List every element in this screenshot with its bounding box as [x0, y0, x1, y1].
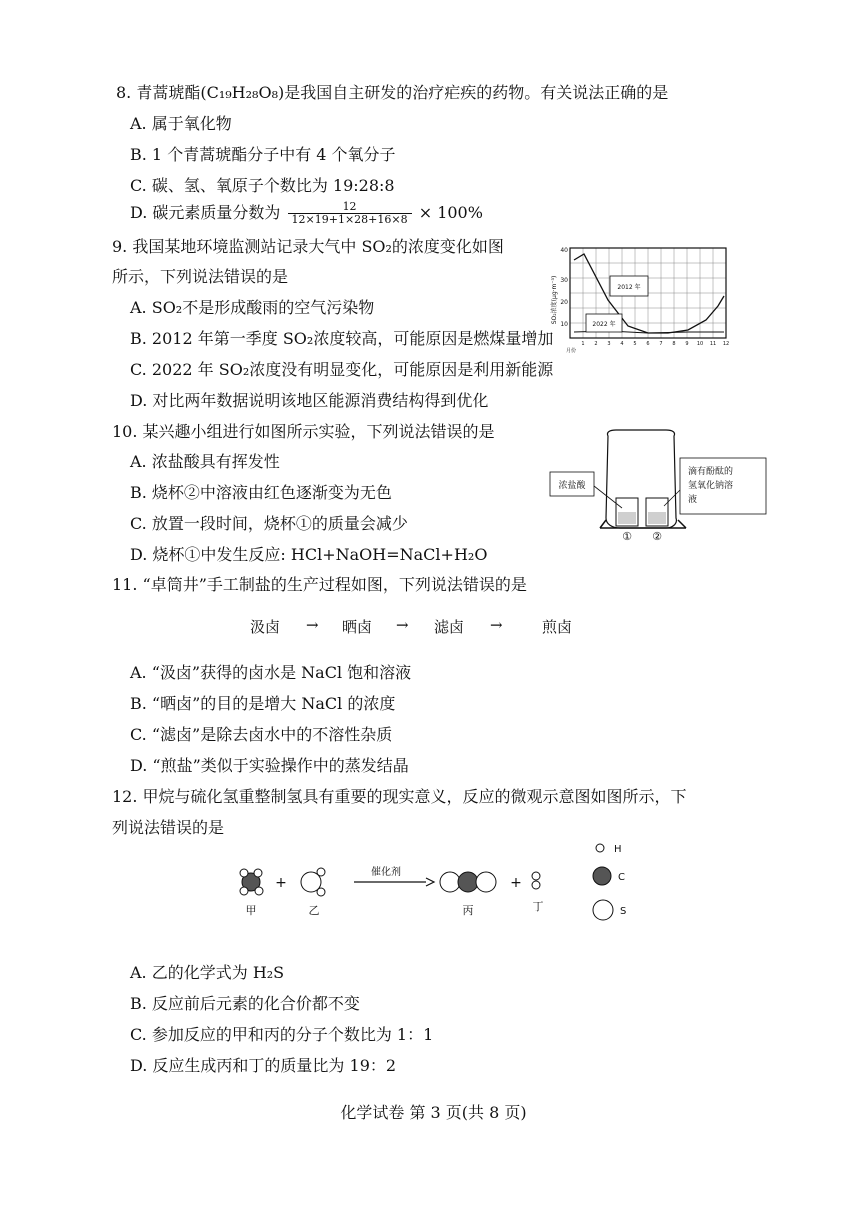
- label-jia: 甲: [245, 904, 257, 917]
- q8-option-d-prefix: D. 碳元素质量分数为: [130, 203, 281, 222]
- x-tick: 8: [672, 341, 676, 347]
- x-tick: 2: [594, 341, 598, 347]
- q12-stem-line2: 列说法错误的是: [112, 818, 225, 837]
- q9-option-c: C. 2022 年 SO₂浓度没有明显变化，可能原因是利用新能源: [130, 360, 554, 379]
- x-tick: 7: [659, 341, 663, 347]
- q8-option-c: C. 碳、氢、氧原子个数比为 19:28:8: [130, 176, 395, 195]
- y-tick: 20: [560, 299, 568, 306]
- legend-s-label: S: [620, 906, 627, 917]
- q10-option-a: A. 浓盐酸具有挥发性: [130, 452, 280, 471]
- h2-molecule: [532, 872, 540, 889]
- beaker-2-label: ②: [652, 530, 662, 543]
- x-tick: 12: [722, 341, 730, 347]
- y-axis-ticks: [560, 247, 568, 328]
- q11-option-a: A. “汲卤”获得的卤水是 NaCl 饱和溶液: [130, 663, 412, 682]
- mass-fraction: [288, 201, 412, 226]
- q12-stem-line1: 12. 甲烷与硫化氢重整制氢具有重要的现实意义，反应的微观示意图如图所示，下: [112, 787, 687, 806]
- x-tick: 10: [696, 341, 704, 347]
- label-2022: 2022 年: [592, 321, 616, 328]
- y-axis-label: SO₂浓度(μg·m⁻³): [551, 275, 558, 325]
- q12-option-d: D. 反应生成丙和丁的质量比为 19：2: [130, 1056, 397, 1075]
- q9-option-b: B. 2012 年第一季度 SO₂浓度较高，可能原因是燃煤量增加: [130, 329, 554, 348]
- legend-h-atom: [596, 844, 604, 852]
- label-ding: 丁: [532, 900, 544, 913]
- label-conc-hcl: 浓盐酸: [558, 481, 586, 491]
- x-axis-label: 月份: [566, 348, 577, 354]
- legend-h-label: H: [614, 844, 622, 855]
- y-tick: 30: [560, 277, 568, 284]
- methane-molecule: [240, 869, 263, 895]
- q10-stem: 10. 某兴趣小组进行如图所示实验，下列说法错误的是: [112, 422, 495, 441]
- x-tick: 5: [633, 341, 637, 347]
- y-tick: 40: [560, 247, 568, 254]
- x-tick: 4: [620, 341, 624, 347]
- catalyst-label: 催化剂: [371, 867, 401, 878]
- q8-option-a: A. 属于氧化物: [130, 114, 232, 133]
- label-bing: 丙: [462, 904, 474, 917]
- h2s-molecule: [301, 868, 325, 896]
- fraction-numerator: 12: [342, 200, 357, 213]
- q8-option-b: B. 1 个青蒿琥酯分子中有 4 个氧分子: [130, 145, 396, 164]
- legend-c-atom: [593, 867, 611, 885]
- cs2-molecule: [440, 872, 496, 892]
- q11-option-c: C. “滤卤”是除去卤水中的不溶性杂质: [130, 725, 393, 744]
- q9-stem-line2: 所示，下列说法错误的是: [112, 267, 289, 286]
- flow-step-1: 汲卤: [250, 618, 281, 636]
- q10-option-c: C. 放置一段时间，烧杯①的质量会减少: [130, 514, 408, 533]
- page-footer: 化学试卷 第 3 页(共 8 页): [340, 1103, 527, 1122]
- flow-arrow: →: [306, 616, 319, 634]
- q8-option-d: [130, 200, 483, 226]
- q10-option-d: D. 烧杯①中发生反应: HCl+NaOH=NaCl+H₂O: [130, 545, 488, 564]
- flow-step-3: 滤卤: [434, 618, 465, 636]
- q11-option-d: D. “煎盐”类似于实验操作中的蒸发结晶: [130, 756, 409, 775]
- q8-stem: 8. 青蒿琥酯(C₁₉H₂₈O₈)是我国自主研发的治疗疟疾的药物。有关说法正确的是: [116, 83, 669, 102]
- legend-s-atom: [593, 900, 613, 920]
- q12-option-b: B. 反应前后元素的化合价都不变: [130, 994, 360, 1013]
- x-axis-ticks: [581, 341, 729, 347]
- q9-option-a: A. SO₂不是形成酸雨的空气污染物: [130, 298, 375, 317]
- q9-option-d: D. 对比两年数据说明该地区能源消费结构得到优化: [130, 391, 489, 410]
- plus-sign: +: [275, 875, 287, 891]
- label-yi: 乙: [308, 904, 320, 917]
- x-tick: 11: [709, 341, 717, 347]
- label-2012: 2012 年: [617, 284, 641, 291]
- atom-legend: [593, 844, 626, 920]
- q11-stem: 11. “卓筒井”手工制盐的生产过程如图，下列说法错误的是: [112, 575, 527, 594]
- legend-c-label: C: [618, 872, 625, 883]
- beaker-experiment-figure: [548, 428, 770, 548]
- x-tick: 3: [607, 341, 611, 347]
- q11-option-b: B. “晒卤”的目的是增大 NaCl 的浓度: [130, 694, 396, 713]
- q9-stem-line1: 9. 我国某地环境监测站记录大气中 SO₂的浓度变化如图: [112, 237, 504, 256]
- label-naoh-line2: 氢氧化钠溶: [688, 481, 734, 491]
- q8-option-d-suffix: × 100%: [418, 203, 483, 222]
- beaker-1-label: ①: [622, 530, 632, 543]
- label-naoh-line1: 滴有酚酞的: [688, 467, 734, 477]
- x-tick: 1: [581, 341, 585, 347]
- so2-chart: [548, 238, 734, 356]
- x-tick: 9: [685, 341, 689, 347]
- q12-option-a: A. 乙的化学式为 H₂S: [130, 963, 285, 982]
- plus-sign: +: [510, 875, 522, 891]
- flow-arrow: →: [490, 616, 503, 634]
- fraction-denominator: 12×19+1×28+16×8: [288, 213, 412, 226]
- x-tick: 6: [646, 341, 650, 347]
- q10-option-b: B. 烧杯②中溶液由红色逐渐变为无色: [130, 483, 392, 502]
- flow-arrow: →: [396, 616, 409, 634]
- reaction-diagram: [236, 838, 640, 928]
- label-naoh-line3: 液: [688, 495, 698, 505]
- flow-step-4: 煎卤: [542, 618, 573, 636]
- flow-step-2: 晒卤: [342, 618, 373, 636]
- q12-option-c: C. 参加反应的甲和丙的分子个数比为 1：1: [130, 1025, 434, 1044]
- y-tick: 10: [560, 321, 568, 328]
